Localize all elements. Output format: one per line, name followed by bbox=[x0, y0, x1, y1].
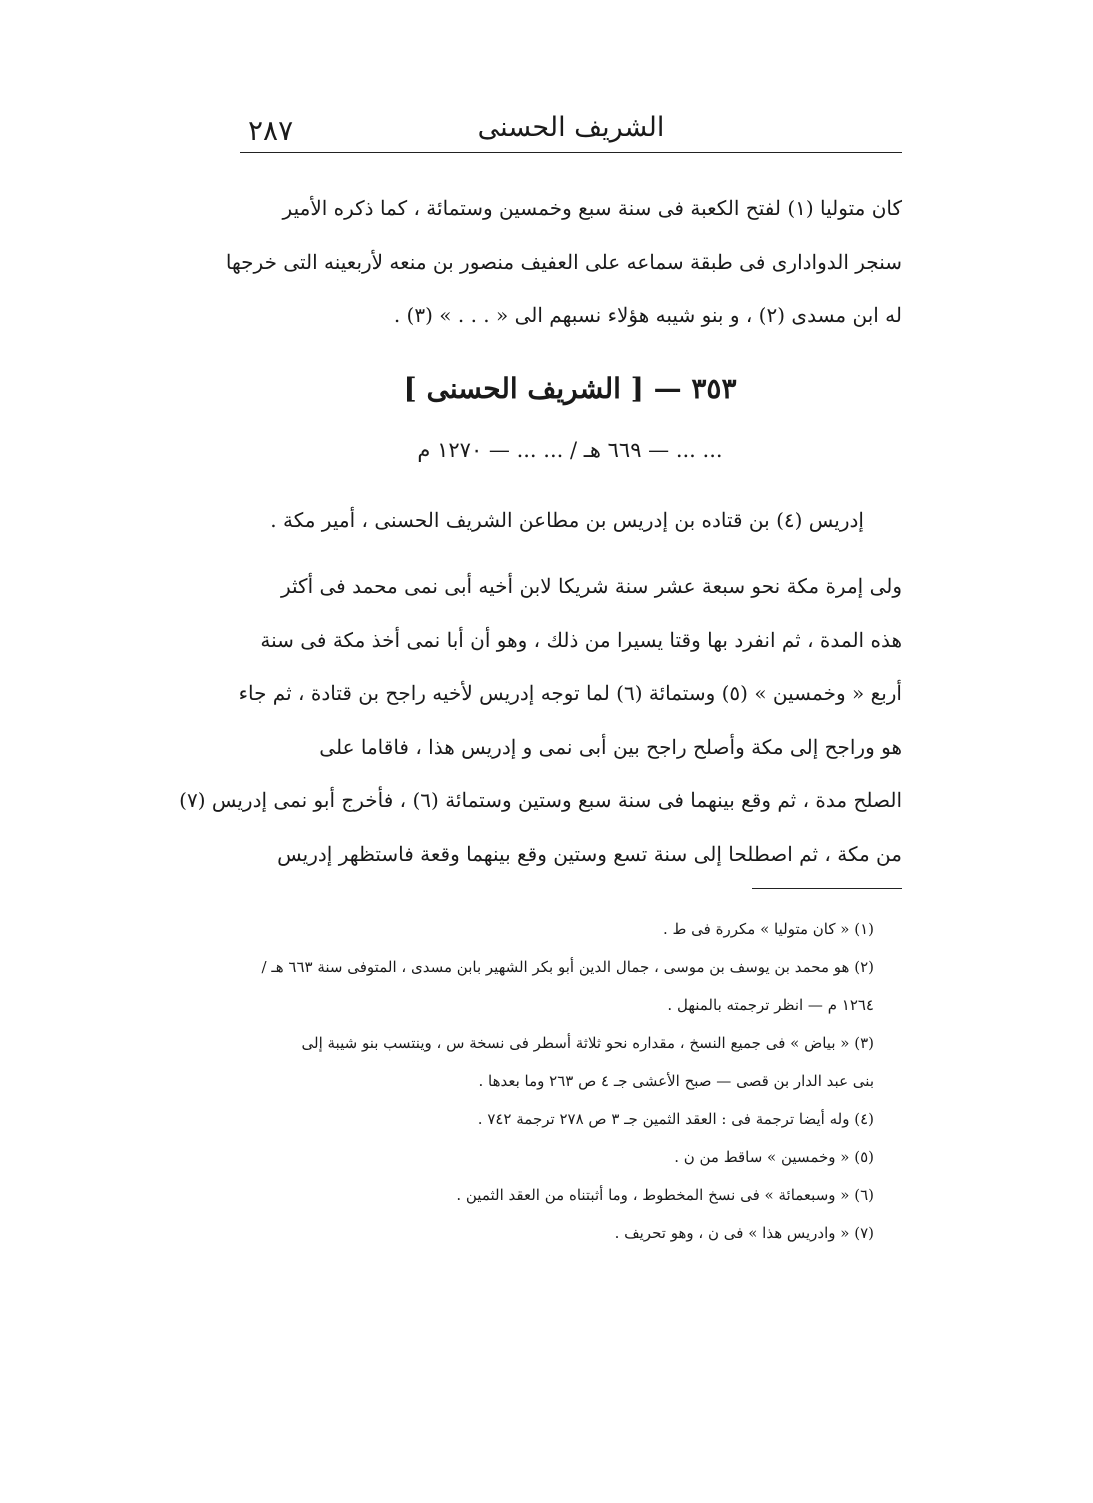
entry-heading: ٣٥٣ — [ الشريف الحسنى ] bbox=[403, 372, 737, 405]
entry-dates: ... ... — ٦٦٩ هـ / ... ... — ١٢٧٠ م bbox=[417, 438, 723, 462]
footnote-continuation: بنى عبد الدار بن قصى — صبح الأعشى جـ ٤ ص ٢٦٣ وما بعدها . bbox=[478, 1072, 874, 1090]
text-line: هو وراجح إلى مكة وأصلح راجح بين أبى نمى و إدريس هذا ، فاقاما على bbox=[319, 734, 902, 759]
footnotes bbox=[238, 910, 874, 1252]
text-line: له ابن مسدى (٢) ، و بنو شيبه هؤلاء نسبهم الى « . . . » (٣) . bbox=[393, 303, 902, 327]
text-line: كان متوليا (١) لفتح الكعبة فى سنة سبع وخمسين وستمائة ، كما ذكره الأمير bbox=[282, 196, 902, 220]
text-line: أربع « وخمسين » (٥) وستمائة (٦) لما توجه إدريس لأخيه راجح بن قتادة ، ثم جاء bbox=[238, 681, 902, 705]
footnote: (٦) « وسبعمائة » فى نسخ المخطوط ، وما أثبتناه من العقد الثمين . bbox=[456, 1186, 874, 1204]
intro-paragraph bbox=[225, 182, 902, 343]
header-rule bbox=[240, 152, 902, 153]
footnote: (٢) هو محمد بن يوسف بن موسى ، جمال الدين أبو بكر الشهير بابن مسدى ، المتوفى سنة ٦٦٣ هـ / bbox=[261, 958, 874, 976]
running-title: الشريف الحسنى bbox=[477, 112, 665, 143]
text-line: الصلح مدة ، ثم وقع بينهما فى سنة سبع وستين وستمائة (٦) ، فأخرج أبو نمى إدريس (٧) bbox=[179, 788, 902, 812]
entry-name-line: إدريس (٤) بن قتاده بن إدريس بن مطاعن الشريف الحسنى ، أمير مكة . bbox=[270, 508, 864, 532]
footnote-separator bbox=[752, 888, 902, 889]
text-line: ولى إمرة مكة نحو سبعة عشر سنة شريكا لابن أخيه أبى نمى محمد فى أكثر bbox=[280, 574, 902, 598]
text-line: هذه المدة ، ثم انفرد بها وقتا يسيرا من ذلك ، وهو أن أبا نمى أخذ مكة فى سنة bbox=[260, 627, 902, 652]
footnote: (١) « كان متوليا » مكررة فى ط . bbox=[663, 920, 874, 938]
page-number: ٢٨٧ bbox=[248, 114, 294, 147]
footnote: (٤) وله أيضا ترجمة فى : العقد الثمين جـ ٣ ص ٢٧٨ ترجمة ٧٤٢ . bbox=[477, 1110, 874, 1128]
footnote: (٣) « بياض » فى جميع النسخ ، مقداره نحو ثلاثة أسطر فى نسخة س ، وينتسب بنو شيبة إلى bbox=[301, 1034, 874, 1052]
footnote-continuation: ١٢٦٤ م — انظر ترجمته بالمنهل . bbox=[667, 996, 874, 1014]
text-line: من مكة ، ثم اصطلحا إلى سنة تسع وستين وقع بينهما وقعة فاستظهر إدريس bbox=[277, 841, 902, 866]
body-paragraph bbox=[179, 560, 902, 881]
footnote: (٥) « وخمسين » ساقط من ن . bbox=[674, 1148, 874, 1166]
page-header bbox=[240, 108, 902, 152]
text-line: سنجر الدوادارى فى طبقة سماعه على العفيف منصور بن منعه لأربعينه التى خرجها bbox=[225, 249, 902, 274]
footnote: (٧) « وادريس هذا » فى ن ، وهو تحريف . bbox=[614, 1224, 874, 1242]
